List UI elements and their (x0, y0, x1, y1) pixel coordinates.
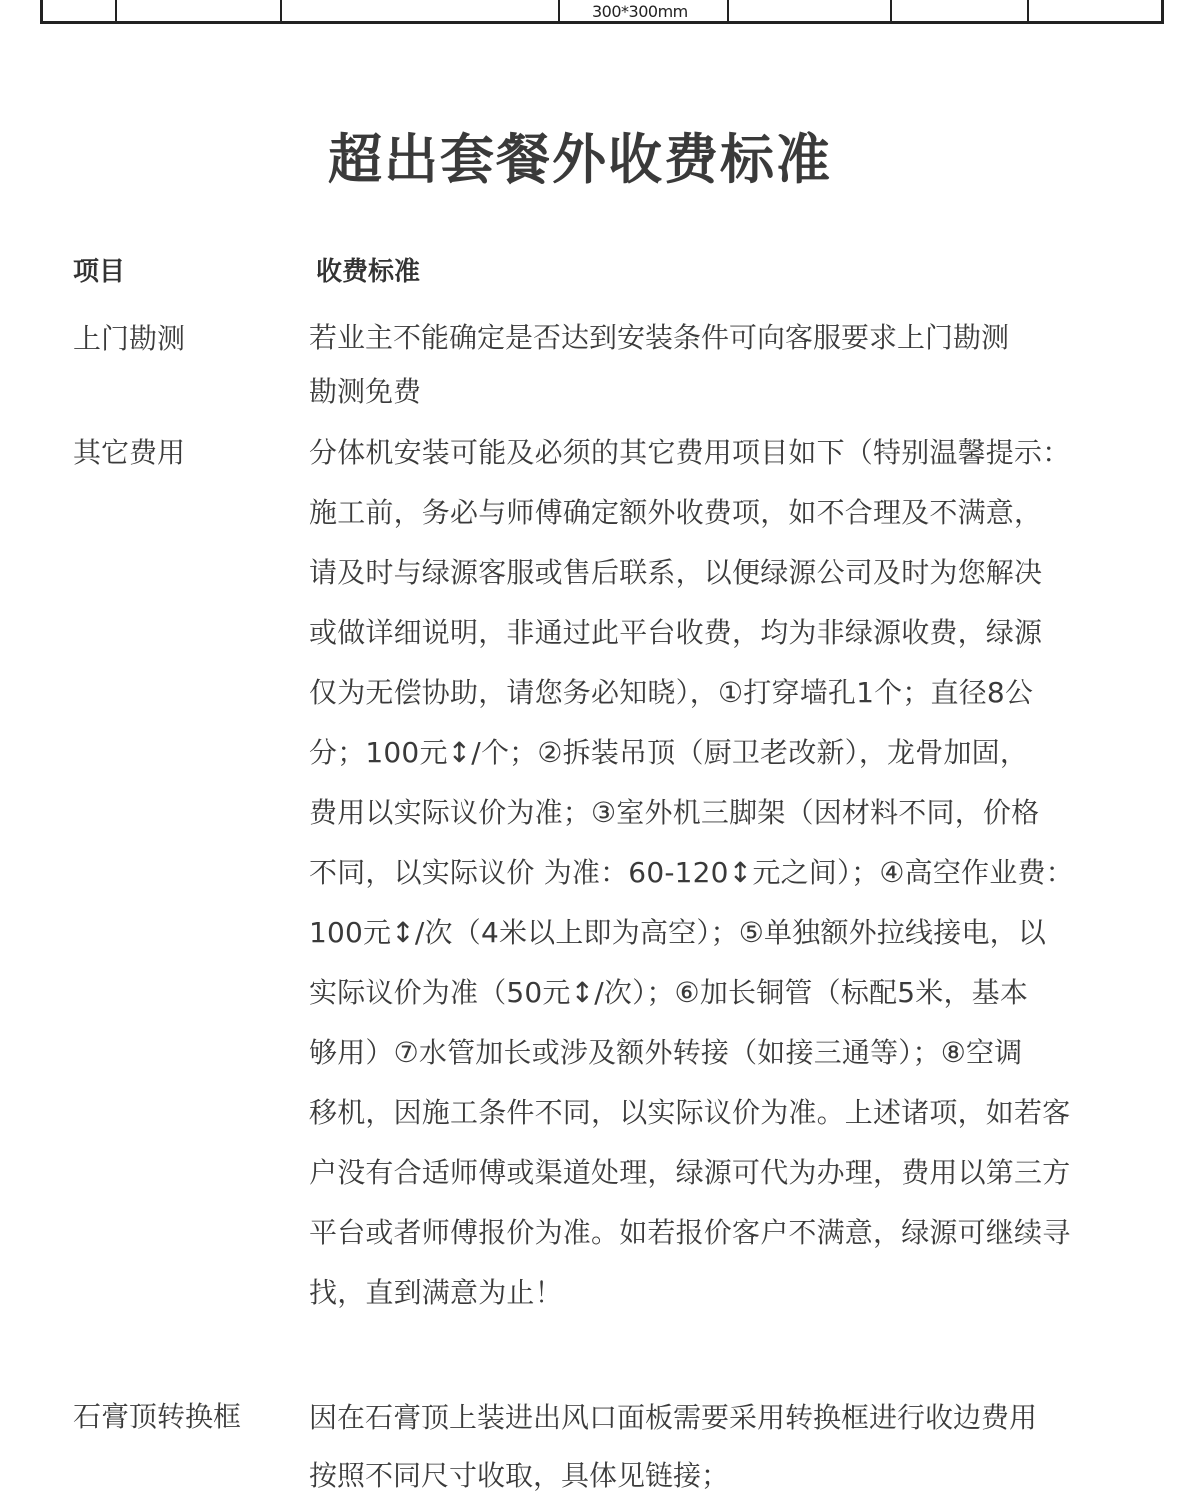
text-line: 施工前，务必与师傅确定额外收费项，如不合理及不满意， (309, 496, 1043, 529)
text-line: 费用以实际议价为准；③室外机三脚架（因材料不同，价格 (309, 796, 1040, 829)
text-line: 移机，因施工条件不同，以实际议价为准。上述诸项，如若客 (309, 1096, 1071, 1129)
text-line: 若业主不能确定是否达到安装条件可向客服要求上门勘测 (309, 321, 1010, 354)
page-title: 超出套餐外收费标准 (328, 128, 832, 191)
row-text-survey (309, 311, 1129, 419)
text-line: 或做详细说明，非通过此平台收费，均为非绿源收费，绿源 (309, 616, 1043, 649)
text-line: 分体机安装可能及必须的其它费用项目如下（特别温馨提示： (309, 436, 1071, 469)
table-divider (558, 0, 560, 22)
text-line: 找，直到满意为止！ (309, 1276, 563, 1309)
text-line: 仅为无偿协助，请您务必知晓），①打穿墙孔1个；直径8公 (309, 676, 1034, 709)
text-line: 勘测免费 (309, 375, 422, 408)
text-line: 不同，以实际议价 为准：60-120↕元之间）；④高空作业费： (309, 856, 1074, 889)
text-line: 按照不同尺寸收取，具体见链接； (309, 1459, 730, 1492)
text-line: 实际议价为准（50元↕/次）；⑥加长铜管（标配5米，基本 (309, 976, 1029, 1009)
text-line: 够用）⑦水管加长或涉及额外转接（如接三通等）；⑧空调 (309, 1036, 1023, 1069)
text-line: 平台或者师傅报价为准。如若报价客户不满意，绿源可继续寻 (309, 1216, 1071, 1249)
table-divider (727, 0, 729, 22)
text-line: 请及时与绿源客服或售后联系，以便绿源公司及时为您解决 (309, 556, 1043, 589)
row-text-gypsum-frame (309, 1389, 1129, 1505)
row-text-other-fees (309, 423, 1129, 1323)
table-cell-size: 300*300mm (592, 2, 688, 21)
text-line: 100元↕/次（4米以上即为高空）；⑤单独额外拉线接电，以 (309, 916, 1047, 949)
row-label-other-fees: 其它费用 (73, 436, 186, 469)
column-header-item: 项目 (73, 257, 126, 287)
table-divider (1027, 0, 1029, 22)
row-label-gypsum-frame: 石膏顶转换框 (73, 1400, 242, 1433)
row-label-survey: 上门勘测 (73, 322, 186, 355)
table-divider (280, 0, 282, 22)
column-header-standard: 收费标准 (316, 257, 421, 287)
text-line: 分；100元↕/个；②拆装吊顶（厨卫老改新），龙骨加固， (309, 736, 1029, 769)
table-divider (115, 0, 117, 22)
text-line: 因在石膏顶上装进出风口面板需要采用转换框进行收边费用 (309, 1401, 1038, 1434)
table-divider (890, 0, 892, 22)
text-line: 户没有合适师傅或渠道处理，绿源可代为办理，费用以第三方 (309, 1156, 1071, 1189)
